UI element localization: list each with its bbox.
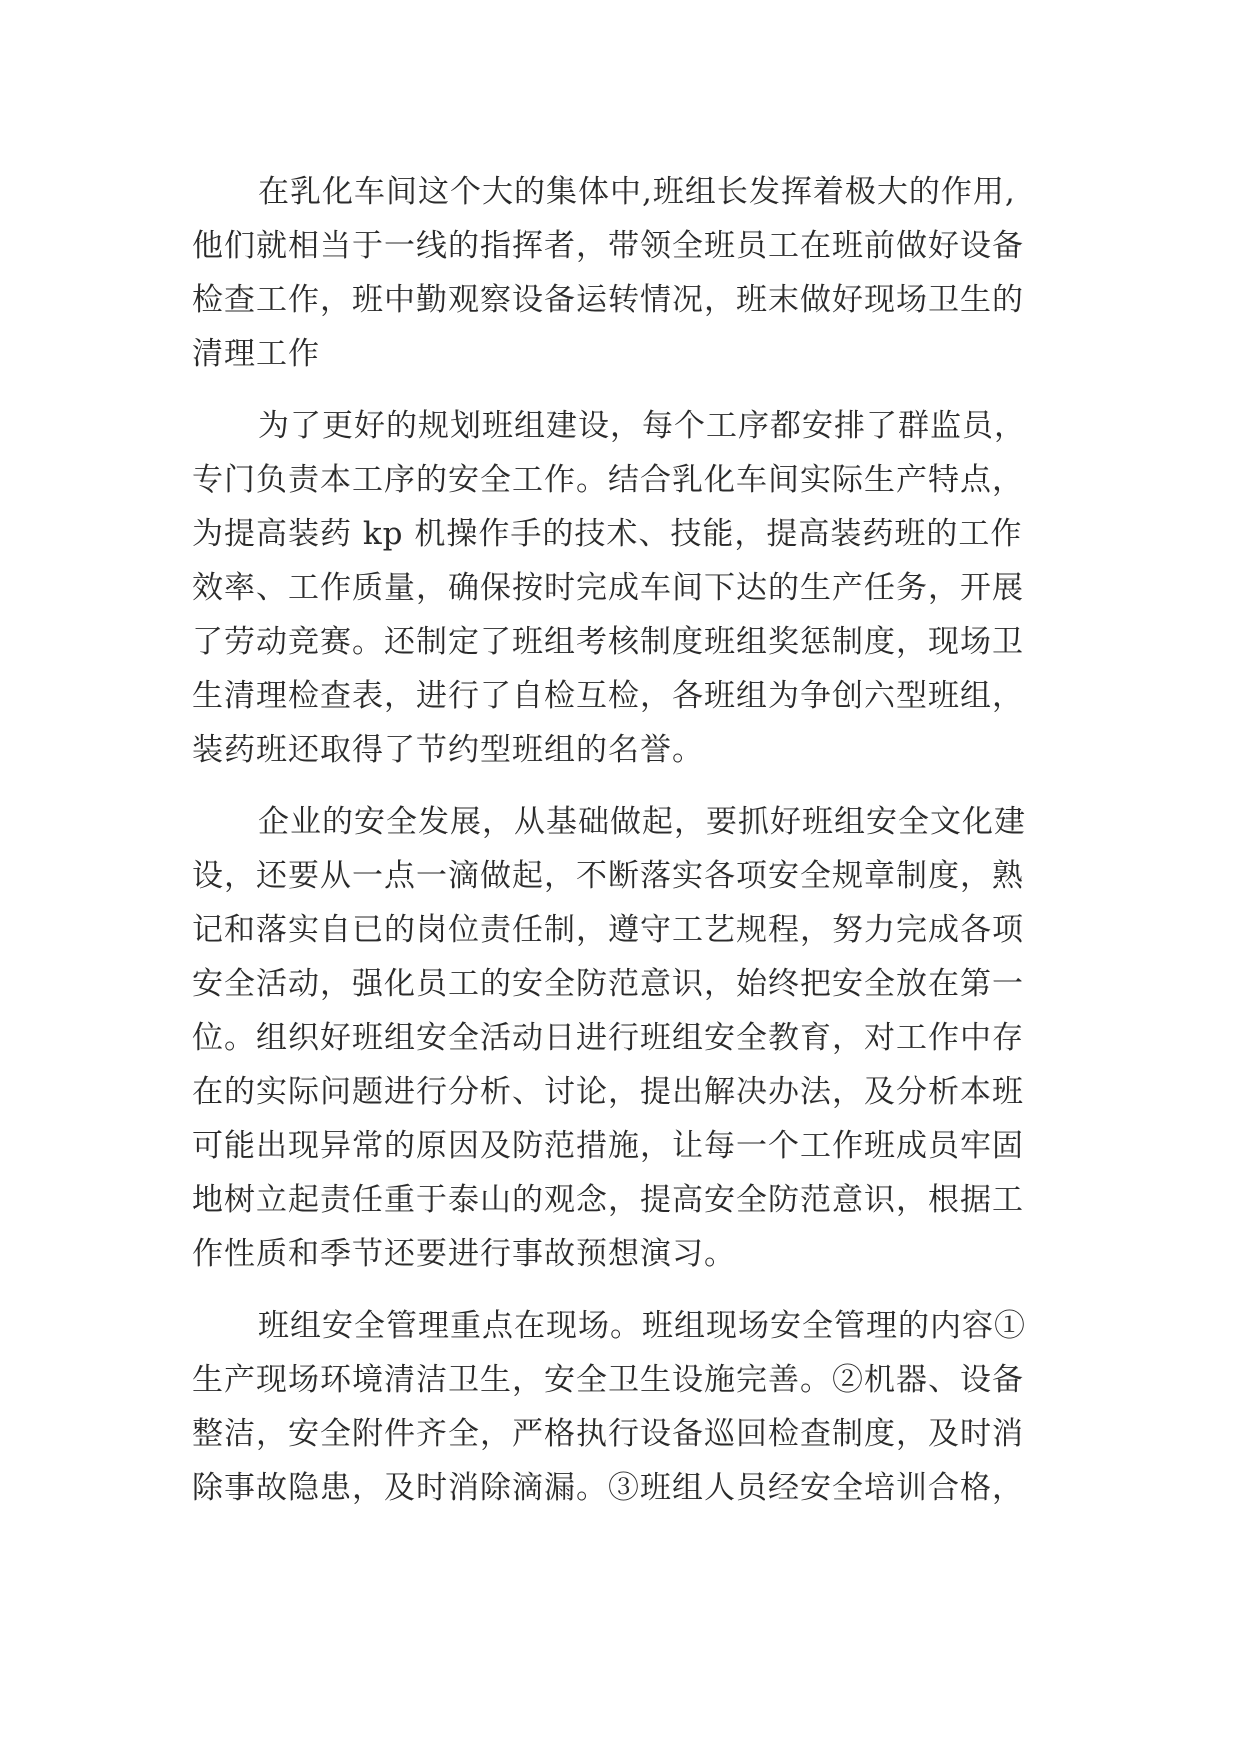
paragraph bbox=[192, 399, 1072, 777]
text-line: 整洁，安全附件齐全，严格执行设备巡回检查制度，及时消 bbox=[192, 1416, 1024, 1452]
text-line: 作性质和季节还要进行事故预想演习。 bbox=[192, 1236, 736, 1272]
text-line: 地树立起责任重于泰山的观念，提高安全防范意识，根据工 bbox=[192, 1182, 1024, 1218]
text-line: 为了更好的规划班组建设，每个工序都安排了群监员， bbox=[258, 408, 1026, 444]
paragraph bbox=[192, 165, 1072, 381]
text-line: 在的实际问题进行分析、讨论，提出解决办法，及分析本班 bbox=[192, 1074, 1024, 1110]
paragraph bbox=[192, 1299, 1072, 1515]
text-line: 生清理检查表，进行了自检互检，各班组为争创六型班组， bbox=[192, 678, 1024, 714]
text-line: 他们就相当于一线的指挥者，带领全班员工在班前做好设备 bbox=[192, 228, 1024, 264]
paragraph bbox=[192, 795, 1072, 1281]
text-line: 效率、工作质量，确保按时完成车间下达的生产任务，开展 bbox=[192, 570, 1024, 606]
paragraph-gap bbox=[192, 777, 1072, 795]
text-line: 安全活动，强化员工的安全防范意识，始终把安全放在第一 bbox=[192, 966, 1024, 1002]
text-line: 班组安全管理重点在现场。班组现场安全管理的内容① bbox=[258, 1308, 1026, 1344]
paragraph-gap bbox=[192, 381, 1072, 399]
document-body bbox=[192, 165, 1072, 1515]
text-line: 了劳动竞赛。还制定了班组考核制度班组奖惩制度，现场卫 bbox=[192, 624, 1024, 660]
text-line: 除事故隐患，及时消除滴漏。③班组人员经安全培训合格， bbox=[192, 1470, 1024, 1506]
text-line: 清理工作 bbox=[192, 336, 320, 372]
text-line: 检查工作，班中勤观察设备运转情况，班末做好现场卫生的 bbox=[192, 282, 1024, 318]
text-line: 专门负责本工序的安全工作。结合乳化车间实际生产特点， bbox=[192, 462, 1024, 498]
text-line: 生产现场环境清洁卫生，安全卫生设施完善。②机器、设备 bbox=[192, 1362, 1024, 1398]
text-line: 装药班还取得了节约型班组的名誉。 bbox=[192, 732, 704, 768]
text-line: 为提高装药 kp 机操作手的技术、技能，提高装药班的工作 bbox=[192, 516, 1023, 552]
text-line: 设，还要从一点一滴做起，不断落实各项安全规章制度，熟 bbox=[192, 858, 1024, 894]
text-line: 在乳化车间这个大的集体中,班组长发挥着极大的作用, bbox=[258, 174, 1016, 210]
text-line: 可能出现异常的原因及防范措施，让每一个工作班成员牢固 bbox=[192, 1128, 1024, 1164]
paragraph-gap bbox=[192, 1281, 1072, 1299]
text-line: 企业的安全发展，从基础做起，要抓好班组安全文化建 bbox=[258, 804, 1026, 840]
text-line: 位。组织好班组安全活动日进行班组安全教育，对工作中存 bbox=[192, 1020, 1024, 1056]
text-line: 记和落实自已的岗位责任制，遵守工艺规程，努力完成各项 bbox=[192, 912, 1024, 948]
